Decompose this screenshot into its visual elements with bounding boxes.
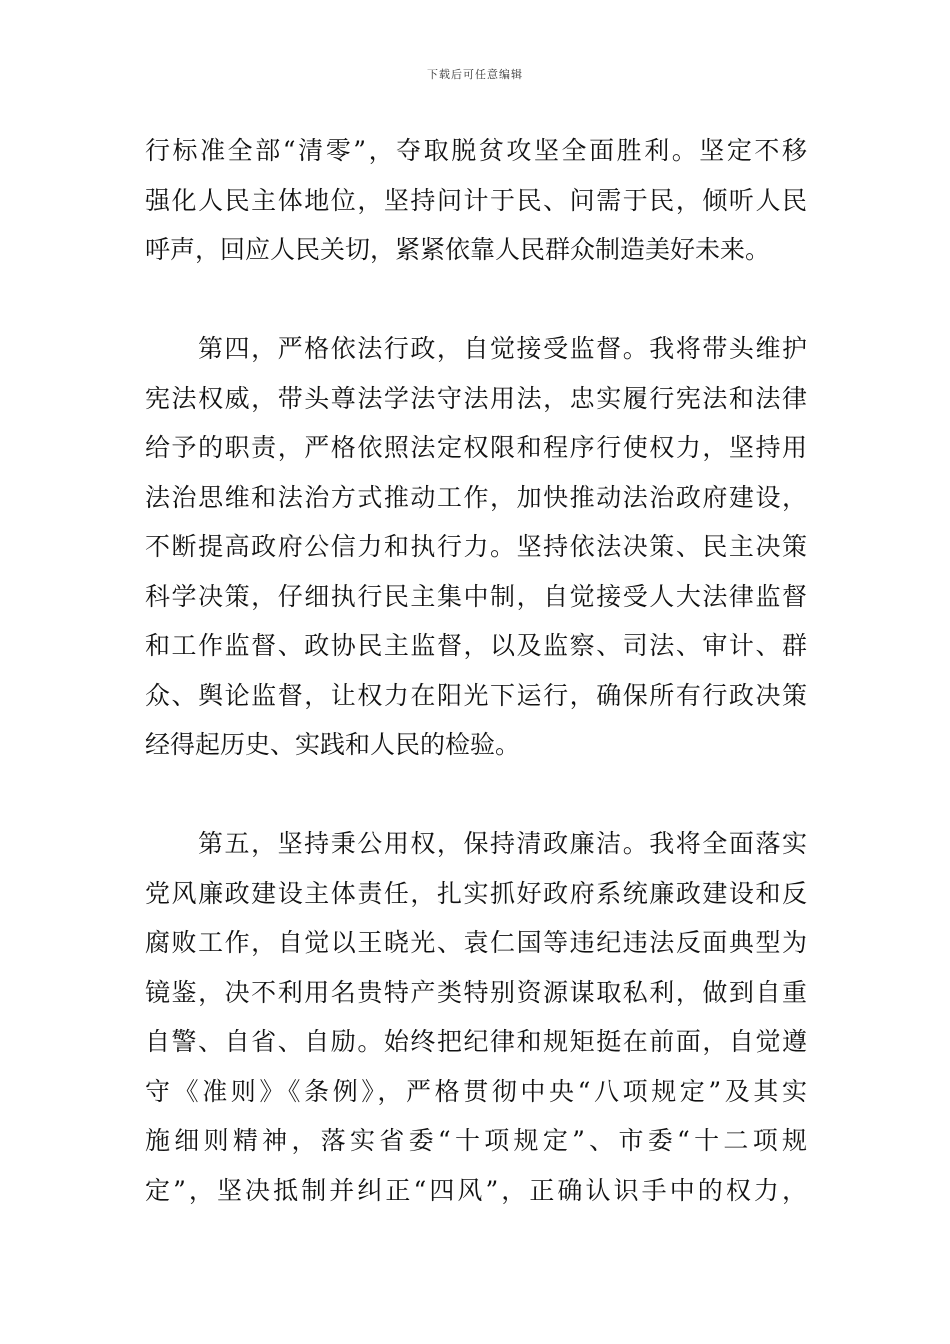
paragraph-1 (145, 126, 807, 275)
paragraph-line: 第四，严格依法行政，自觉接受监督。我将带头维护 (198, 334, 807, 363)
paragraph-line: 科学决策，仔细执行民主集中制，自觉接受人大法律监督 (145, 581, 807, 611)
paragraph-spacer (145, 770, 807, 820)
paragraph-line: 强化人民主体地位，坚持问计于民、问需于民，倾听人民 (145, 185, 807, 215)
paragraph-line: 众、舆论监督，让权力在阳光下运行，确保所有行政决策 (145, 680, 807, 710)
paragraph-line: 腐败工作，自觉以王晓光、袁仁国等违纪违法反面典型为 (145, 928, 807, 957)
paragraph-line: 镜鉴，决不利用名贵特产类特别资源谋取私利，做到自重 (145, 977, 807, 1007)
paragraph-line: 给予的职责，严格依照法定权限和程序行使权力，坚持用 (145, 433, 807, 462)
paragraph-line: 定”，坚决抵制并纠正“四风”，正确认识手中的权力， (145, 1175, 807, 1205)
document-body (145, 126, 807, 1215)
paragraph-line: 和工作监督、政协民主监督，以及监察、司法、审计、群 (145, 631, 807, 660)
page-header: 下载后可任意编辑 (427, 68, 523, 81)
paragraph-3 (145, 819, 807, 1215)
paragraph-line: 第五，坚持秉公用权，保持清政廉洁。我将全面落实 (198, 829, 807, 858)
paragraph-line: 宪法权威，带头尊法学法守法用法，忠实履行宪法和法律 (145, 383, 807, 413)
paragraph-line: 守《准则》《条例》，严格贯彻中央“八项规定”及其实 (145, 1076, 807, 1106)
paragraph-line: 行标准全部“清零”，夺取脱贫攻坚全面胜利。坚定不移 (145, 136, 807, 165)
paragraph-spacer (145, 275, 807, 325)
paragraph-line: 法治思维和法治方式推动工作，加快推动法治政府建设， (145, 482, 807, 512)
paragraph-2 (145, 324, 807, 770)
paragraph-line: 党风廉政建设主体责任，扎实抓好政府系统廉政建设和反 (145, 878, 807, 908)
paragraph-line: 施细则精神，落实省委“十项规定”、市委“十二项规 (145, 1126, 807, 1155)
paragraph-line: 不断提高政府公信力和执行力。坚持依法决策、民主决策 (145, 532, 807, 561)
paragraph-line: 自警、自省、自励。始终把纪律和规矩挺在前面，自觉遵 (145, 1027, 807, 1056)
paragraph-line: 呼声，回应人民关切，紧紧依靠人民群众制造美好未来。 (145, 235, 771, 264)
paragraph-line: 经得起历史、实践和人民的检验。 (145, 730, 521, 759)
